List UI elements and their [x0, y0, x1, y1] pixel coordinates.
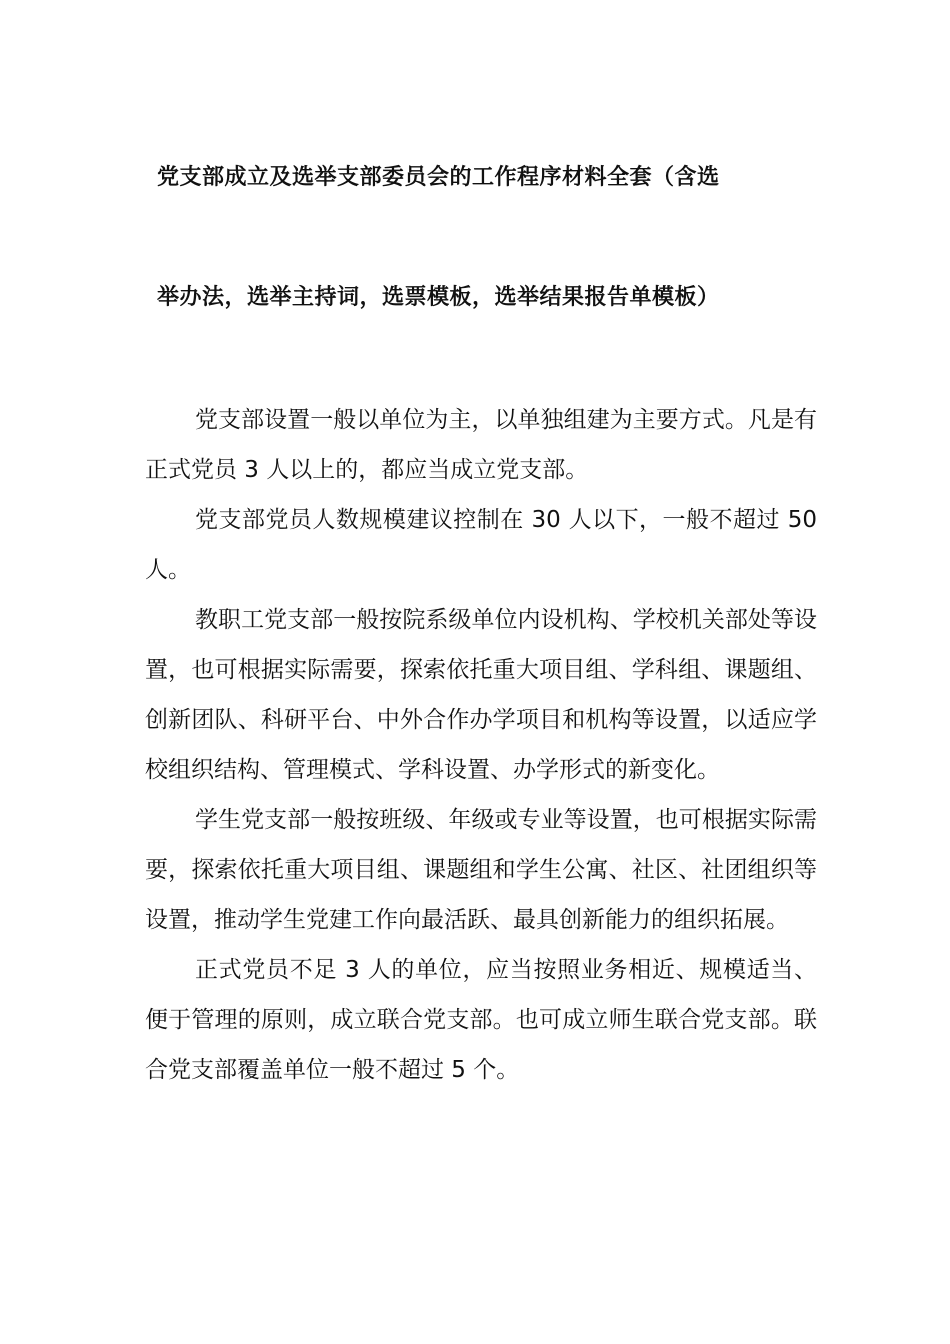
document-title-line-1: 党支部成立及选举支部委员会的工作程序材料全套（含选: [157, 165, 720, 190]
document-title-line-2: 举办法，选举主持词，选票模板，选举结果报告单模板）: [157, 285, 720, 310]
paragraph: 正式党员不足 3 人的单位，应当按照业务相近、规模适当、便于管理的原则，成立联合党支部。也可成立师生联合党支部。联合党支部覆盖单位一般不超过 5 个。: [145, 957, 817, 1083]
paragraph: 教职工党支部一般按院系级单位内设机构、学校机关部处等设置，也可根据实际需要，探索依托重大项目组、学科组、课题组、创新团队、科研平台、中外合作办学项目和机构等设置，以适应学校组织结构、管理模式、学科设置、办学形式的新变化。: [145, 607, 817, 783]
document-body: [145, 395, 817, 1095]
paragraph: 学生党支部一般按班级、年级或专业等设置，也可根据实际需要，探索依托重大项目组、课题组和学生公寓、社区、社团组织等设置，推动学生党建工作向最活跃、最具创新能力的组织拓展。: [145, 807, 817, 933]
paragraph: 党支部设置一般以单位为主，以单独组建为主要方式。凡是有正式党员 3 人以上的，都应当成立党支部。: [145, 407, 817, 483]
paragraph: 党支部党员人数规模建议控制在 30 人以下，一般不超过 50 人。: [145, 507, 817, 583]
